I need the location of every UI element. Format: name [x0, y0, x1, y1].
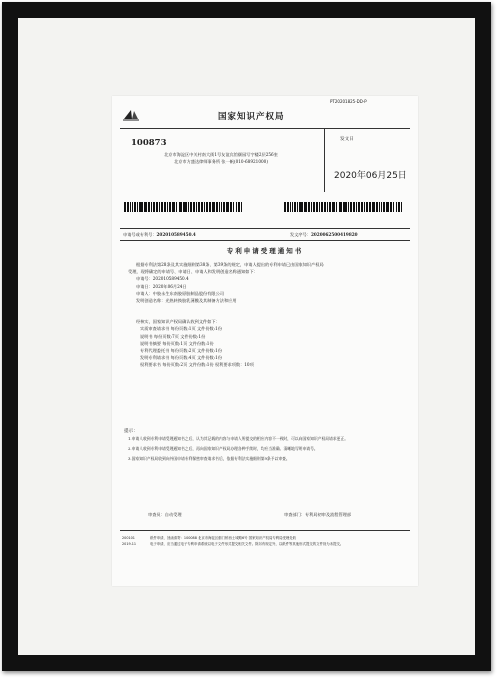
- examiner: 审查员：自动受理: [148, 512, 182, 517]
- date-label: 发文日: [340, 137, 354, 142]
- footer-notes: [150, 536, 408, 547]
- picture-frame: [2, 2, 491, 671]
- doc-item: 权利要求书 每份页数:2页 文件份数:1份 权利要求项数：10项: [140, 362, 254, 368]
- patent-notice-document: [112, 96, 418, 586]
- postal-code: 100873: [131, 138, 167, 148]
- title-rule: [120, 240, 410, 241]
- notes-list: [128, 436, 410, 465]
- notes-label: 提示：: [124, 429, 138, 434]
- footer-note-2: 电子申请，应当通过电子专利申请系统以电子文件形式提交相关文件。除另有规定外，以纸件等其他形式提交的文件视为未提交。: [150, 541, 344, 546]
- invention-line: 发明创造名称：光热转换胶乳薄膜及其制备方法和应用: [136, 298, 237, 304]
- barcode-right: [284, 202, 403, 212]
- frame-mat: [18, 18, 475, 655]
- footer-code-1: 200101: [122, 536, 135, 540]
- note-item: 3.国家知识产权局收到向外国申请专利保密审查请求书后，依据专利法实施细则第9条予以审查。: [128, 455, 290, 461]
- footer-codes: [122, 536, 136, 547]
- cnipa-logo-icon: [122, 108, 140, 122]
- footer-rule: [120, 530, 410, 531]
- address-line-1: 北京市海淀区中关村南大街1号友谊宾馆颐园写字楼2层256室: [164, 152, 278, 157]
- barcode-rule: [120, 228, 410, 229]
- intro-line-2: 受理，现将确定的申请号、申请日、申请人和发明创造名称通知如下：: [128, 269, 258, 275]
- footer-code-2: 2019.11: [122, 541, 137, 546]
- application-number: 202010589450.4: [156, 232, 196, 237]
- document-title: 专利申请受理通知书: [226, 247, 304, 255]
- doc-item: 实质审查请求书 每份页数:1页 文件份数:1份: [140, 326, 223, 332]
- note-item: 2.申请人收到专利申请受理通知书之后，再向国家知识产权局办理各种手续时，均应当准确、清晰地写明申请号。: [128, 445, 318, 451]
- recipient-address: [123, 151, 319, 165]
- office-name: 国家知识产权局: [218, 112, 285, 122]
- header-rule: [120, 128, 410, 129]
- application-number-field: [123, 232, 196, 238]
- send-number: 2020062500419820: [310, 232, 358, 237]
- form-code: PT20201825-DD-P: [330, 99, 367, 104]
- app-number-line: 申请号：202010589450.4: [136, 276, 189, 282]
- app-date-line: 申请日：2020年06月24日: [136, 283, 187, 289]
- applicant-line: 申请人：中胶永生东南胶原胶制品股份有限公司: [136, 290, 224, 296]
- application-number-label: 申请号或专利号：: [123, 232, 157, 237]
- note-item: 1.申请人收到专利申请受理通知书之后，认为其记载的内容与申请人所提交的相应内容不一致时，可以向国家知识产权局请求更正。: [128, 436, 349, 441]
- issue-date: 2020年06月25日: [334, 171, 407, 181]
- date-box-divider: [324, 128, 325, 192]
- footer-note-1: 纸件申请，回函请寄：100088 北京市海淀区蓟门桥西土城路6号 国家知识产权局专利局受理处收: [150, 536, 297, 540]
- doc-item: 发明专利请求书 每份页数:4页 文件份数:1份: [140, 355, 223, 361]
- intro-line-1: 根据专利法第28条及其实施细则第38条、第39条的规定，申请人提出的专利申请已由国家知识产权局: [136, 262, 324, 267]
- examining-department: 审查部门：专利局初审及流程管理部: [284, 512, 352, 517]
- send-number-field: [290, 232, 358, 238]
- notice-body: [128, 261, 408, 369]
- doc-item: 说明书摘要 每份页数:1页 文件份数:1份: [140, 340, 214, 346]
- address-line-2: 北京市方盛达律师事务所 张一帆(010-68921000): [174, 159, 268, 164]
- docs-intro: 经核实，国家知识产权局确认收到文件如下：: [136, 319, 220, 325]
- doc-item: 专利代理委托书 每份页数:2页 文件份数:1份: [140, 348, 223, 354]
- doc-item: 说明书 每份页数:7页 文件份数:1份: [140, 333, 206, 339]
- barcode-left: [124, 202, 243, 212]
- send-number-label: 发文序号：: [290, 232, 311, 237]
